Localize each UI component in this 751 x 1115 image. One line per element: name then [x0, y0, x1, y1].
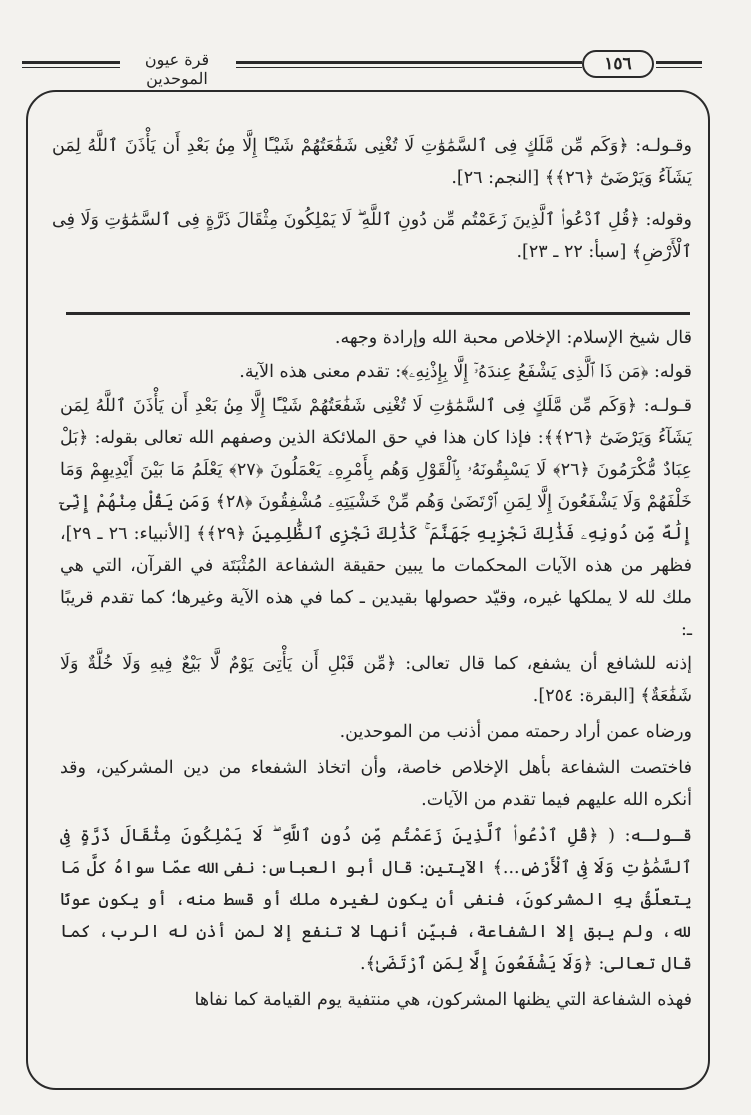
commentary-paragraph: فاختصت الشفاعة بأهل الإخلاص خاصة، وأن اتخاذ الشفعاء من دين المشركين، وقد أنكره الله عليهم فيما تقدم من الآيات. — [60, 758, 692, 810]
running-title: قرة عيون الموحدين — [144, 50, 210, 88]
header-rule-left — [22, 61, 120, 68]
commentary-paragraph: قوله: ﴿مَن ذَا ٱلَّذِى يَشْفَعُ عِندَهُۥٓ إِلَّا بِإِذْنِهِۦ﴾: تقدم معنى هذه الآية. — [239, 362, 692, 382]
commentary-paragraph: قـولـه: ﴿وَكَم مِّن مَّلَكٍ فِى ٱلسَّمَٰوَٰتِ لَا تُغْنِى شَفَٰعَتُهُمْ شَيْـًٔا إِلَّا مِنۢ بَعْدِ أَن يَأْذَنَ ٱللَّهُ لِمَن يَشَآءُ وَيَرْضَىٰٓ ﴿٢٦﴾﴾: فإذا كان هذا في حق الملائكة الذين وصفهم الله تعالى بقوله: ﴿بَلْ عِبَادٌ مُّكْرَمُونَ ﴿٢٦﴾ لَا يَسْبِقُونَهُۥ بِٱلْقَوْلِ وَهُم بِأَمْرِهِۦ يَعْمَلُونَ ﴿٢٧﴾ يَعْلَمُ مَا بَيْنَ أَيْدِيهِمْ وَمَا خَلْفَهُمْ وَلَا يَشْفَعُونَ إِلَّا لِمَنِ ٱرْتَضَىٰ وَهُم مِّنْ خَشْيَتِهِۦ مُشْفِقُونَ ﴿٢٨﴾ وَمَن يَقُلْ مِنْهُمْ إِنِّىٓ إِلَٰهٌ مِّن دُونِهِۦ فَذَٰلِكَ نَجْزِيهِ جَهَنَّمَ ۚ كَذَٰلِكَ نَجْزِى ٱلظَّٰلِمِينَ ﴿٢٩﴾﴾ [الأنبياء: ٢٦ ـ ٢٩]، فظهر من هذه الآيات المحكمات ما يبين حقيقة الشفاعة المُثْبَتَة في القرآن، التي هي ملك لله لا يملكها غيره، وقيّد حصولها بقيدين ـ كما في هذه الآية وغيرها؛ كما تقدم قريبًا ـ: — [60, 396, 692, 640]
page-header — [0, 44, 751, 88]
commentary-paragraph: قـولـه: ( ﴿قُلِ ٱدْعُوا۟ ٱلَّذِينَ زَعَمْتُم مِّن دُونِ ٱللَّهِ ۖ لَا يَمْلِكُونَ مِثْقَالَ ذَرَّةٍ فِى ٱلسَّمَٰوَٰتِ وَلَا فِى ٱلْأَرْضِ...﴾ الآيتين: قال أبو العباس: نفى الله عمّا سواهُ كلَّ مَا يتعلّقُ بِهِ المشركونَ، فنفى أن يكون لغيره ملك أو قسط منه، أو يكون عونًا لله، ولم يبق إلا الشفاعة، فبيّن أنها لا تنفع إلا لمن أذن له الرب، كما قال تعالى: ﴿وَلَا يَشْفَعُونَ إِلَّا لِمَنِ ٱرْتَضَىٰ﴾. — [60, 826, 692, 974]
commentary-paragraph: فهذه الشفاعة التي يظنها المشركون، هي منتفية يوم القيامة كما نفاها — [194, 990, 692, 1010]
commentary-paragraph: قال شيخ الإسلام: الإخلاص محبة الله وإرادة وجهه. — [334, 328, 692, 348]
matn-text-box — [52, 130, 692, 278]
page-number: ١٥٦ — [582, 50, 654, 78]
commentary-paragraph: ورضاه عمن أراد رحمته ممن أذنب من الموحدين. — [339, 722, 692, 742]
commentary-text — [60, 322, 692, 1018]
matn-paragraph: وقـولـه: ﴿وَكَم مِّن مَّلَكٍ فِى ٱلسَّمَٰوَٰتِ لَا تُغْنِى شَفَٰعَتُهُمْ شَيْـًٔا إِلَّا مِنۢ بَعْدِ أَن يَأْذَنَ ٱللَّهُ لِمَن يَشَآءُ وَيَرْضَىٰٓ ﴿٢٦﴾﴾ [النجم: ٢٦]. — [52, 136, 692, 188]
header-rule-right — [656, 61, 702, 68]
commentary-paragraph: إذنه للشافع أن يشفع، كما قال تعالى: ﴿مِّن قَبْلِ أَن يَأْتِىَ يَوْمٌ لَّا بَيْعٌ فِيهِ وَلَا خُلَّةٌ وَلَا شَفَٰعَةٌ﴾ [البقرة: ٢٥٤]. — [60, 654, 692, 706]
header-rule-middle — [236, 61, 582, 68]
matn-paragraph: وقوله: ﴿قُلِ ٱدْعُوا۟ ٱلَّذِينَ زَعَمْتُم مِّن دُونِ ٱللَّهِ ۖ لَا يَمْلِكُونَ مِثْقَالَ ذَرَّةٍ فِى ٱلسَّمَٰوَٰتِ وَلَا فِى ٱلْأَرْضِ﴾ [سبأ: ٢٢ ـ ٢٣]. — [52, 210, 692, 262]
section-divider — [66, 312, 690, 315]
